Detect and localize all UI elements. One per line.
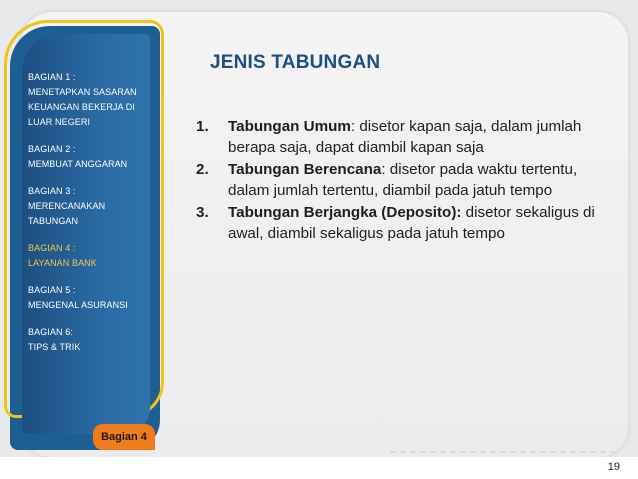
list-item-description: : disetor kapan saja, dalam jumlah berapa saja, dapat diambil kapan saja <box>228 118 582 156</box>
list-item-description: : disetor pada waktu tertentu, dalam jumlah tertentu, diambil pada jatuh tempo <box>228 161 578 199</box>
section-badge: Bagian 4 <box>93 424 155 450</box>
list-item-term: Tabungan Berencana <box>228 161 382 178</box>
sidebar-list <box>28 70 150 367</box>
sidebar-item-bagian-1[interactable]: BAGIAN 1 : MENETAPKAN SASARAN KEUANGAN BEKERJA DI LUAR NEGERI <box>28 72 137 127</box>
page-title: JENIS TABUNGAN <box>210 52 381 73</box>
list-item-number: 2. <box>196 161 209 178</box>
sidebar-item-bagian-2[interactable]: BAGIAN 2 : MEMBUAT ANGGARAN <box>28 144 128 169</box>
page-number: 19 <box>607 461 620 473</box>
list-item-body <box>228 202 601 244</box>
list-item <box>196 202 601 244</box>
sidebar-item-bagian-6[interactable]: BAGIAN 6: TIPS & TRIK <box>28 327 81 352</box>
sidebar-item-bagian-4[interactable]: BAGIAN 4 : LAYANAN BANK <box>28 243 97 268</box>
list-item <box>196 116 601 158</box>
list-item-body <box>228 159 601 201</box>
footer-band <box>0 457 638 479</box>
sidebar-item-bagian-5[interactable]: BAGIAN 5 : MENGENAL ASURANSI <box>28 285 128 310</box>
list-item-number: 1. <box>196 118 209 135</box>
list-item-description: disetor sekaligus di awal, diambil sekaligus pada jatuh tempo <box>228 204 595 242</box>
list-item-number: 3. <box>196 204 209 221</box>
list-item-body <box>228 116 601 158</box>
list-item-term: Tabungan Umum <box>228 118 351 135</box>
sidebar <box>22 34 150 434</box>
list-item-term: Tabungan Berjangka (Deposito): <box>228 204 462 221</box>
savings-types-list <box>196 116 601 245</box>
footer-divider <box>390 451 620 453</box>
list-item <box>196 159 601 201</box>
sidebar-item-bagian-3[interactable]: BAGIAN 3 : MERENCANAKAN TABUNGAN <box>28 186 106 226</box>
